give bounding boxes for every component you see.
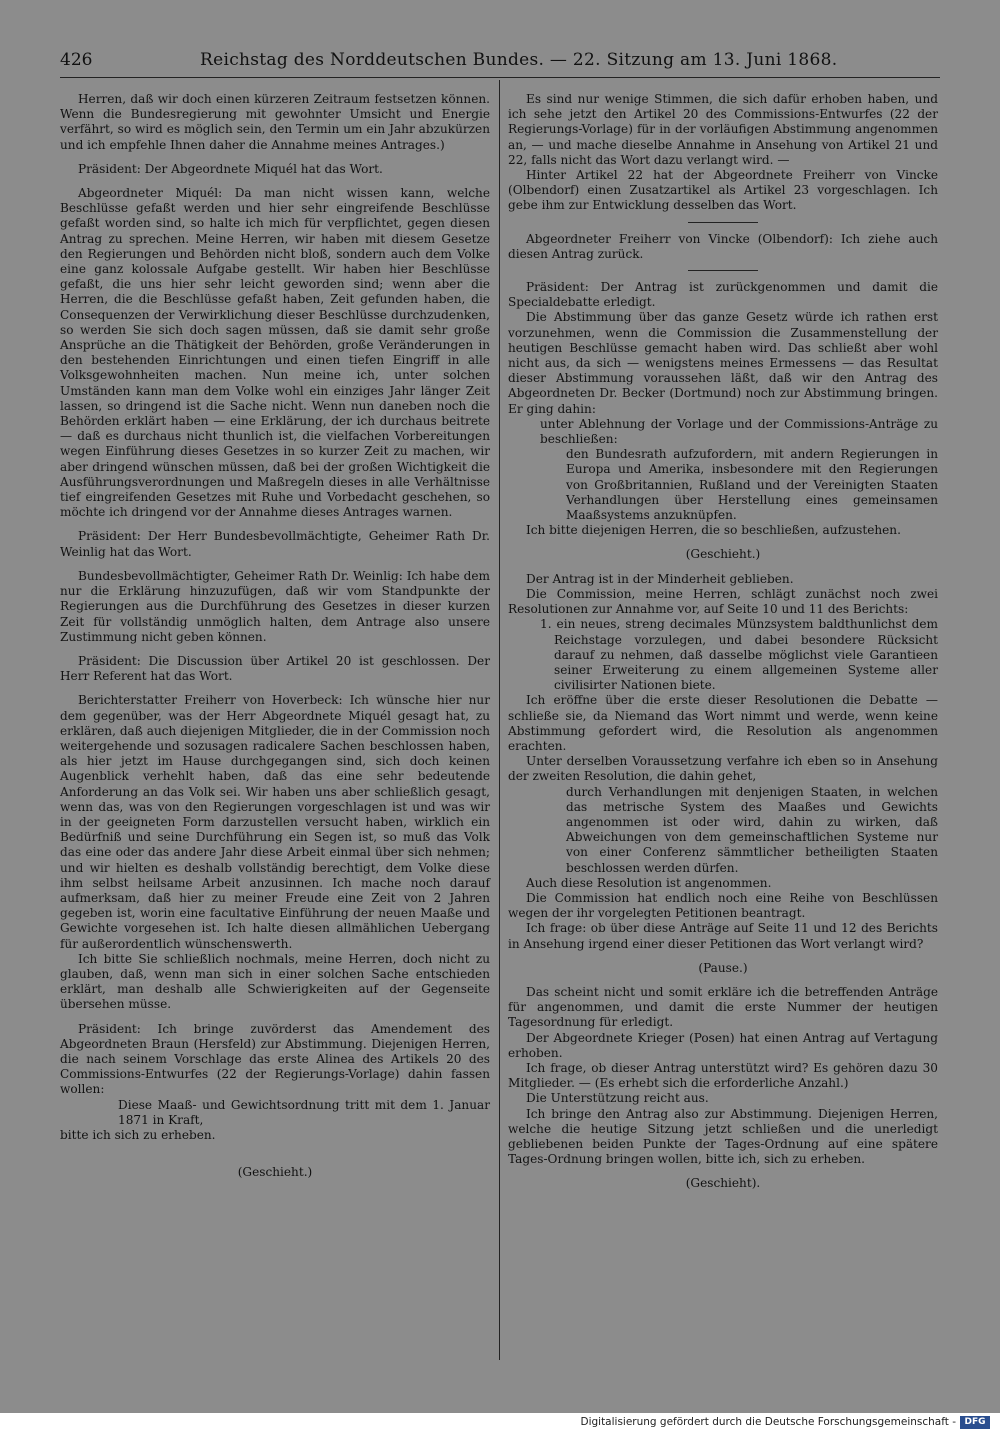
page-header bbox=[60, 50, 940, 72]
paragraph: Präsident: Ich bringe zuvörderst das Amendement des Abgeordneten Braun (Hersfeld) zur Abstimmung. Diejenigen Herren, die nach seinem Vorschlage das erste Alinea des Artikels 20 des Commissions-Entwurfes (22 der Regierungs-Vorlage) dahin fassen wollen: bbox=[60, 1021, 490, 1097]
paragraph: Hinter Artikel 22 hat der Abgeordnete Freiherr von Vincke (Olbendorf) einen Zusatzartikel als Artikel 23 vorgeschlagen. Ich gebe ihm zur Entwicklung desselben das Wort. bbox=[508, 168, 938, 213]
paragraph: Ich eröffne über die erste dieser Resolutionen die Debatte — schließe sie, da Niemand das Wort nimmt und werde, wenn keine Abstimmung gefordert wird, die Resolution als angenommen erachten. bbox=[508, 693, 938, 753]
paragraph: Ich bitte Sie schließlich nochmals, meine Herren, doch nicht zu glauben, daß, wenn man sich in einer solchen Sache entschieden erklärt, man deshalb alle Schwierigkeiten auf der Gegenseite übersehen müsse. bbox=[60, 951, 490, 1012]
left-column bbox=[60, 92, 490, 1189]
quoted-motion: Diese Maaß- und Gewichtsordnung tritt mit dem 1. Januar 1871 in Kraft, bbox=[118, 1097, 490, 1127]
stage-direction: (Geschieht). bbox=[685, 1176, 761, 1191]
paragraph: Ich bringe den Antrag also zur Abstimmung. Diejenigen Herren, welche die heutige Sitzung jetzt schließen und die unerledigt gebliebenen beiden Punkte der Tages-Ordnung auf eine spätere Tages-Ordnung bringen wollen, bitte ich, sich zu erheben. bbox=[508, 1106, 938, 1167]
paragraph: Bundesbevollmächtigter, Geheimer Rath Dr. Weinlig: Ich habe dem nur die Erklärung hinzuzufügen, daß wir vom Standpunkte der Regierungen aus die Durchführung des Gesetzes in dieser kurzen Zeit für vollständig unmöglich halten, dem Antrage also unsere Zustimmung nicht geben können. bbox=[60, 568, 490, 644]
column-divider bbox=[499, 80, 500, 1360]
paragraph: Der Antrag ist in der Minderheit geblieben. bbox=[526, 571, 794, 586]
quoted-motion: durch Verhandlungen mit denjenigen Staaten, in welchen das metrische System des Maaßes und Gewichts angenommen ist oder wird, dahin zu wirken, daß Abweichungen von dem gemeinschaftlichen Systeme nur von einer Conferenz sämmtlicher betheiligten Staaten beschlossen werden dürfen. bbox=[566, 784, 938, 875]
paragraph: Ich frage, ob dieser Antrag unterstützt wird? Es gehören dazu 30 Mitglieder. — (Es erhebt sich die erforderliche Anzahl.) bbox=[508, 1060, 938, 1091]
paragraph: Präsident: Der Abgeordnete Miquél hat das Wort. bbox=[78, 161, 383, 176]
funding-credit: Digitalisierung gefördert durch die Deutsche Forschungsgemeinschaft - bbox=[580, 1416, 956, 1428]
paragraph: bitte ich sich zu erheben. bbox=[60, 1128, 216, 1142]
paragraph: Präsident: Die Discussion über Artikel 20 ist geschlossen. Der Herr Referent hat das Wort. bbox=[60, 653, 490, 684]
paragraph: Präsident: Der Antrag ist zurückgenommen und damit die Specialdebatte erledigt. bbox=[508, 280, 938, 310]
dfg-logo: DFG bbox=[960, 1416, 990, 1429]
stage-direction: (Geschieht.) bbox=[685, 547, 761, 562]
running-title: Reichstag des Norddeutschen Bundes. — 22. Sitzung am 13. Juni 1868. bbox=[200, 50, 838, 70]
paragraph: Unter derselben Voraussetzung verfahre ich eben so in Ansehung der zweiten Resolution, die dahin gehet, bbox=[508, 754, 938, 784]
paragraph: Präsident: Der Herr Bundesbevollmächtigte, Geheimer Rath Dr. Weinlig hat das Wort. bbox=[60, 529, 490, 559]
paragraph: Ich bitte diejenigen Herren, die so beschließen, aufzustehen. bbox=[526, 523, 901, 538]
paragraph: Die Abstimmung über das ganze Gesetz würde ich rathen erst vorzunehmen, wenn die Commission die Zusammenstellung der heutigen Beschlüsse gemacht haben wird. Das schließt aber wohl nicht aus, da sich — wenigstens meines Ermessens — das Resultat dieser Abstimmung voraussehen läßt, daß wir den Antrag des Abgeordneten Dr. Becker (Dortmund) noch zur Abstimmung bringen. Er ging dahin: bbox=[508, 310, 938, 416]
paragraph: Die Commission, meine Herren, schlägt zunächst noch zwei Resolutionen zur Annahme vor, auf Seite 10 und 11 des Berichts: bbox=[508, 586, 938, 617]
paragraph: Herren, daß wir doch einen kürzeren Zeitraum festsetzen können. Wenn die Bundesregierung mit gewohnter Umsicht und Energie verfährt, so wird es möglich sein, den Termin um ein Jahr abzukürzen und ich empfehle Ihnen daher die Annahme meines Antrages.) bbox=[60, 92, 490, 152]
paragraph: Ich frage: ob über diese Anträge auf Seite 11 und 12 des Berichts in Ansehung irgend einer dieser Petitionen das Wort verlangt wird? bbox=[508, 921, 938, 951]
paragraph: Das scheint nicht und somit erkläre ich die betreffenden Anträge für angenommen, und damit die erste Nummer der heutigen Tagesordnung für erledigt. bbox=[508, 984, 938, 1030]
quoted-motion: unter Ablehnung der Vorlage und der Commissions-Anträge zu beschließen: bbox=[540, 416, 938, 447]
paragraph: Berichterstatter Freiherr von Hoverbeck: Ich wünsche hier nur dem gegenüber, was der Herr Abgeordnete Miquél gesagt hat, zu erklären, daß auch diejenigen Mitglieder, die in der Commission noch weitergehende und sozusagen radicalere Sachen beschlossen haben, als hier jetzt im Hause durchgegangen sind, sich doch keinen Augenblick verhehlt haben, daß das eine sehr bedeutende Anforderung an das Volk sei. Wir haben uns aber schließlich gesagt, wenn das, was von den Regierungen vorgeschlagen ist und was wir in der geeigneten Form darzustellen versucht haben, wirklich ein Bedürfniß und seine Durchführung ein Segen ist, so muß das Volk das eine oder das andere Jahr diese Arbeit einmal über sich nehmen; und wir hielten es deshalb vollständig berechtigt, dem Volke diese ihm selbst heilsame Arbeit anzusinnen. Ich mache noch darauf aufmerksam, daß hier zu meiner Freude eine Zeit von 2 Jahren gegeben ist, worin eine facultative Einführung der neuen Maaße und Gewichte vorgesehen ist. Ich halte diesen allmählichen Uebergang für außerordentlich wünschenswerth. bbox=[60, 693, 490, 951]
resolution-item: 1. ein neues, streng decimales Münzsystem baldthunlichst dem Reichstage vorzulegen, und dabei besondere Rücksicht darauf zu nehmen, daß dasselbe möglichst viele Garantieen seiner Erweiterung zu einem allgemeinen Systeme aller civilisirter Nationen biete. bbox=[540, 617, 938, 693]
paragraph: Abgeordneter Miquél: Da man nicht wissen kann, welche Beschlüsse gefaßt werden und hier sehr eingreifende Beschlüsse gefaßt worden sind, so halte ich mich für verpflichtet, gegen diesen Antrag zu sprechen. Meine Herren, wir haben mit diesem Gesetze den Regierungen und Behörden nicht bloß, sondern auch dem Volke eine ganz kolossale Aufgabe gestellt. Wir haben hier Beschlüsse gefaßt, die uns hier sehr leicht geworden sind; wenn aber die Herren, die die Beschlüsse gefaßt haben, Zeit gefunden haben, die Consequenzen der Verwirklichung dieser Beschlüsse durchzudenken, so werden Sie sich doch sagen müssen, daß sie damit sehr große Ansprüche an die Thätigkeit der Behörden, große Veränderungen in den bestehenden Einrichtungen und einen tiefen Eingriff in alle Volksgewohnheiten machen. Nun meine ich, unter solchen Umständen kann man dem Volke wohl ein einziges Jahr länger Zeit lassen, so dringend ist die Sache nicht. Wenn nun daneben noch die Behörden erklärt haben — eine Erklärung, der ich durchaus beitrete — daß es durchaus nicht thunlich ist, die vielfachen Vorbereitungen wegen Einführung dieses Gesetzes in so kurzer Zeit zu machen, wir aber dringend wünschen müssen, daß bei der großen Wichtigkeit die Ausführungsverordnungen und Maßregeln dieses in alle Verhältnisse tief eingreifenden Gesetzes mit Ruhe und Vorbedacht geschehen, so möchte ich dringend vor der Annahme dieses Antrages warnen. bbox=[60, 186, 490, 520]
paragraph: Der Abgeordnete Krieger (Posen) hat einen Antrag auf Vertagung erhoben. bbox=[508, 1030, 938, 1060]
quoted-motion: den Bundesrath aufzufordern, mit andern Regierungen in Europa und Amerika, insbesondere mit den Regierungen von Großbritannien, Rußland und der Vereinigten Staaten Verhandlungen über Herstellung eines gemeinsamen Maaßsystems anzuknüpfen. bbox=[566, 447, 938, 523]
paragraph: Die Commission hat endlich noch eine Reihe von Beschlüssen wegen der ihr vorgelegten Petitionen beantragt. bbox=[508, 890, 938, 921]
paragraph: Abgeordneter Freiherr von Vincke (Olbendorf): Ich ziehe auch diesen Antrag zurück. bbox=[508, 231, 938, 261]
paragraph: Die Unterstützung reicht aus. bbox=[526, 1091, 709, 1106]
footer-bar bbox=[0, 1413, 1000, 1432]
stage-direction: (Pause.) bbox=[698, 960, 748, 975]
section-rule bbox=[688, 270, 758, 271]
right-column bbox=[508, 92, 938, 1201]
section-rule bbox=[688, 222, 758, 223]
stage-direction: (Geschieht.) bbox=[237, 1165, 313, 1180]
paragraph: Es sind nur wenige Stimmen, die sich dafür erhoben haben, und ich sehe jetzt den Artikel 20 des Commissions-Entwurfes (22 der Regierungs-Vorlage) für in der vorläufigen Abstimmung angenommen an, — und mache dieselbe Annahme in Ansehung von Artikel 21 und 22, falls nicht das Wort dazu verlangt wird. — bbox=[508, 92, 938, 167]
header-rule bbox=[60, 77, 940, 78]
page-number: 426 bbox=[60, 50, 93, 70]
paragraph: Auch diese Resolution ist angenommen. bbox=[526, 875, 772, 890]
